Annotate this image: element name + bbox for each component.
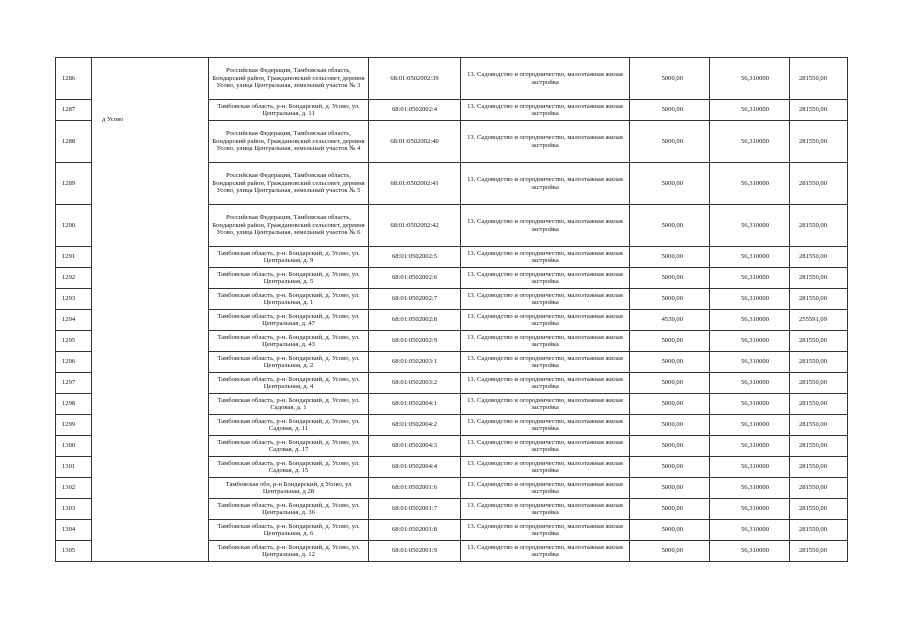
row-number: 1298	[56, 394, 92, 415]
land-use-cell: 13. Садоводство и огородничество, малоэтажная жилая застройка	[461, 436, 630, 457]
rate-cell: 56,310000	[710, 457, 790, 478]
rate-cell: 56,310000	[710, 310, 790, 331]
cadastral-number-cell: 68:01:0502001:9	[369, 541, 461, 562]
land-use-cell: 13. Садоводство и огородничество, малоэтажная жилая застройка	[461, 163, 630, 205]
cadastral-number-cell: 68:01:0502002:41	[369, 163, 461, 205]
row-number: 1305	[56, 541, 92, 562]
row-number: 1301	[56, 457, 92, 478]
land-use-cell: 13. Садоводство и огородничество, малоэтажная жилая застройка	[461, 373, 630, 394]
area-cell: 5000,00	[630, 205, 710, 247]
cadastral-number-cell: 68:01:0502004:3	[369, 436, 461, 457]
cadastral-number-cell: 68:01:0502001:6	[369, 478, 461, 499]
row-number: 1300	[56, 436, 92, 457]
row-number: 1297	[56, 373, 92, 394]
row-number: 1290	[56, 205, 92, 247]
cadastral-value-cell: 281550,00	[790, 499, 848, 520]
rate-cell: 56,310000	[710, 499, 790, 520]
area-cell: 5000,00	[630, 247, 710, 268]
rate-cell: 56,310000	[710, 331, 790, 352]
land-use-cell: 13. Садоводство и огородничество, малоэтажная жилая застройка	[461, 520, 630, 541]
rate-cell: 56,310000	[710, 352, 790, 373]
cadastral-number-cell: 68:01:0502001:7	[369, 499, 461, 520]
address-cell: Тамбовская область, р-н. Бондарский, д. Усово, ул. Центральная, д. 47	[209, 310, 369, 331]
land-use-cell: 13. Садоводство и огородничество, малоэтажная жилая застройка	[461, 289, 630, 310]
land-use-cell: 13. Садоводство и огородничество, малоэтажная жилая застройка	[461, 310, 630, 331]
area-cell: 5000,00	[630, 58, 710, 100]
cadastral-number-cell: 68:01:0502002:4	[369, 100, 461, 121]
cadastral-value-cell: 281550,00	[790, 121, 848, 163]
row-number: 1287	[56, 100, 92, 121]
land-use-cell: 13. Садоводство и огородничество, малоэтажная жилая застройка	[461, 100, 630, 121]
address-cell: Тамбовская область, р-н. Бондарский, д. Усово, ул. Центральная, д. 36	[209, 499, 369, 520]
cadastral-value-cell: 281550,00	[790, 457, 848, 478]
area-cell: 5000,00	[630, 289, 710, 310]
land-use-cell: 13. Садоводство и огородничество, малоэтажная жилая застройка	[461, 121, 630, 163]
rate-cell: 56,310000	[710, 415, 790, 436]
rate-cell: 56,310000	[710, 394, 790, 415]
rate-cell: 56,310000	[710, 541, 790, 562]
cadastral-value-cell: 281550,00	[790, 268, 848, 289]
cadastral-value-cell: 281550,00	[790, 541, 848, 562]
address-cell: Российская Федерация, Тамбовская область, Бондарский район, Граждановский сельсовет, деревня Усово, улица Центральная, земельный участок № 5	[209, 163, 369, 205]
address-cell: Тамбовская область, р-н. Бондарский, д. Усово, ул. Садовая, д. 1	[209, 394, 369, 415]
cadastral-value-cell: 281550,00	[790, 373, 848, 394]
cadastral-number-cell: 68:01:0502004:4	[369, 457, 461, 478]
table-row	[56, 58, 848, 100]
cadastral-number-cell: 68:01:0502002:6	[369, 268, 461, 289]
land-use-cell: 13. Садоводство и огородничество, малоэтажная жилая застройка	[461, 58, 630, 100]
rate-cell: 56,310000	[710, 58, 790, 100]
row-number: 1296	[56, 352, 92, 373]
table-body	[56, 58, 848, 562]
area-cell: 5000,00	[630, 331, 710, 352]
cadastral-value-cell: 281550,00	[790, 478, 848, 499]
area-cell: 5000,00	[630, 268, 710, 289]
address-cell: Тамбовская область, р-н. Бондарский, д. Усово, ул. Садовая, д. 11	[209, 415, 369, 436]
land-use-cell: 13. Садоводство и огородничество, малоэтажная жилая застройка	[461, 331, 630, 352]
land-use-cell: 13. Садоводство и огородничество, малоэтажная жилая застройка	[461, 268, 630, 289]
address-cell: Российская Федерация, Тамбовская область, Бондарский район, Граждановский сельсовет, деревня Усово, улица Центральная, земельный участок № 3	[209, 58, 369, 100]
rate-cell: 56,310000	[710, 520, 790, 541]
rate-cell: 56,310000	[710, 121, 790, 163]
address-cell: Тамбовская область, р-н. Бондарский, д. Усово, ул. Центральная, д. 2	[209, 352, 369, 373]
row-number: 1289	[56, 163, 92, 205]
rate-cell: 56,310000	[710, 436, 790, 457]
rate-cell: 56,310000	[710, 268, 790, 289]
cadastral-number-cell: 68:01:0502003:2	[369, 373, 461, 394]
cadastral-value-cell: 281550,00	[790, 436, 848, 457]
rate-cell: 56,310000	[710, 100, 790, 121]
address-cell: Тамбовская область, р-н. Бондарский, д. Усово, ул. Садовая, д. 15	[209, 457, 369, 478]
area-cell: 5000,00	[630, 520, 710, 541]
rate-cell: 56,310000	[710, 163, 790, 205]
row-number: 1304	[56, 520, 92, 541]
cadastral-value-cell: 281550,00	[790, 415, 848, 436]
land-use-cell: 13. Садоводство и огородничество, малоэтажная жилая застройка	[461, 394, 630, 415]
row-number: 1295	[56, 331, 92, 352]
address-cell: Тамбовская область, р-н. Бондарский, д. Усово, ул. Центральная, д. 12	[209, 541, 369, 562]
cadastral-value-cell: 281550,00	[790, 163, 848, 205]
cadastral-value-cell: 281550,00	[790, 205, 848, 247]
row-number: 1291	[56, 247, 92, 268]
land-use-cell: 13. Садоводство и огородничество, малоэтажная жилая застройка	[461, 499, 630, 520]
cadastral-number-cell: 68:01:0502002:42	[369, 205, 461, 247]
address-cell: Российская Федерация, Тамбовская область, Бондарский район, Граждановский сельсовет, деревня Усово, улица Центральная, земельный участок № 6	[209, 205, 369, 247]
area-cell: 5000,00	[630, 436, 710, 457]
area-cell: 5000,00	[630, 163, 710, 205]
cadastral-value-cell: 281550,00	[790, 247, 848, 268]
address-cell: Тамбовская область, р-н. Бондарский, д. Усово, ул. Центральная, д. 11	[209, 100, 369, 121]
address-cell: Тамбовская область, р-н. Бондарский, д. Усово, ул. Центральная, д. 43	[209, 331, 369, 352]
area-cell: 5000,00	[630, 373, 710, 394]
rate-cell: 56,310000	[710, 373, 790, 394]
cadastral-number-cell: 68:01:0502002:7	[369, 289, 461, 310]
area-cell: 5000,00	[630, 415, 710, 436]
cadastral-number-cell: 68:01:0502002:40	[369, 121, 461, 163]
cadastral-number-cell: 68:01:0502002:8	[369, 310, 461, 331]
address-cell: Российская Федерация, Тамбовская область, Бондарский район, Граждановский сельсовет, деревня Усово, улица Центральная, земельный участок № 4	[209, 121, 369, 163]
address-cell: Тамбовская область, р-н. Бондарский, д. Усово, ул. Центральная, д. 6	[209, 520, 369, 541]
cadastral-number-cell: 68:01:0502003:1	[369, 352, 461, 373]
land-use-cell: 13. Садоводство и огородничество, малоэтажная жилая застройка	[461, 352, 630, 373]
land-cadastral-table	[55, 57, 848, 562]
address-cell: Тамбовская обл, р-н Бондарский, д Усово, ул Центральная, д 28	[209, 478, 369, 499]
land-use-cell: 13. Садоводство и огородничество, малоэтажная жилая застройка	[461, 541, 630, 562]
cadastral-value-cell: 281550,00	[790, 100, 848, 121]
rate-cell: 56,310000	[710, 478, 790, 499]
cadastral-value-cell: 255591,09	[790, 310, 848, 331]
cadastral-number-cell: 68:01:0502002:39	[369, 58, 461, 100]
row-number: 1294	[56, 310, 92, 331]
address-cell: Тамбовская область, р-н. Бондарский, д. Усово, ул. Центральная, д. 9	[209, 247, 369, 268]
row-number: 1292	[56, 268, 92, 289]
cadastral-value-cell: 281550,00	[790, 331, 848, 352]
area-cell: 5000,00	[630, 100, 710, 121]
area-cell: 5000,00	[630, 394, 710, 415]
land-use-cell: 13. Садоводство и огородничество, малоэтажная жилая застройка	[461, 205, 630, 247]
row-number: 1299	[56, 415, 92, 436]
area-cell: 5000,00	[630, 352, 710, 373]
cadastral-value-cell: 281550,00	[790, 520, 848, 541]
row-number: 1302	[56, 478, 92, 499]
land-use-cell: 13. Садоводство и огородничество, малоэтажная жилая застройка	[461, 247, 630, 268]
cadastral-value-cell: 281550,00	[790, 289, 848, 310]
address-cell: Тамбовская область, р-н. Бондарский, д. Усово, ул. Центральная, д. 4	[209, 373, 369, 394]
address-cell: Тамбовская область, р-н. Бондарский, д. Усово, ул. Садовая, д. 17	[209, 436, 369, 457]
cadastral-value-cell: 281550,00	[790, 394, 848, 415]
area-cell: 5000,00	[630, 121, 710, 163]
cadastral-number-cell: 68:01:0502002:5	[369, 247, 461, 268]
land-use-cell: 13. Садоводство и огородничество, малоэтажная жилая застройка	[461, 457, 630, 478]
rate-cell: 56,310000	[710, 205, 790, 247]
cadastral-value-cell: 281550,00	[790, 58, 848, 100]
cadastral-value-cell: 281550,00	[790, 352, 848, 373]
rate-cell: 56,310000	[710, 247, 790, 268]
area-cell: 4539,00	[630, 310, 710, 331]
area-cell: 5000,00	[630, 478, 710, 499]
address-cell: Тамбовская область, р-н. Бондарский, д. Усово, ул. Центральная, д. 5	[209, 268, 369, 289]
locality-cell: д Усово	[92, 58, 209, 562]
land-use-cell: 13. Садоводство и огородничество, малоэтажная жилая застройка	[461, 415, 630, 436]
land-use-cell: 13. Садоводство и огородничество, малоэтажная жилая застройка	[461, 478, 630, 499]
row-number: 1303	[56, 499, 92, 520]
area-cell: 5000,00	[630, 499, 710, 520]
address-cell: Тамбовская область, р-н. Бондарский, д. Усово, ул. Центральная, д. 1	[209, 289, 369, 310]
area-cell: 5000,00	[630, 541, 710, 562]
rate-cell: 56,310000	[710, 289, 790, 310]
cadastral-number-cell: 68:01:0502001:8	[369, 520, 461, 541]
cadastral-number-cell: 68:01:0502002:9	[369, 331, 461, 352]
row-number: 1293	[56, 289, 92, 310]
cadastral-number-cell: 68:01:0502004:2	[369, 415, 461, 436]
row-number: 1288	[56, 121, 92, 163]
cadastral-number-cell: 68:01:0502004:1	[369, 394, 461, 415]
area-cell: 5000,00	[630, 457, 710, 478]
row-number: 1286	[56, 58, 92, 100]
